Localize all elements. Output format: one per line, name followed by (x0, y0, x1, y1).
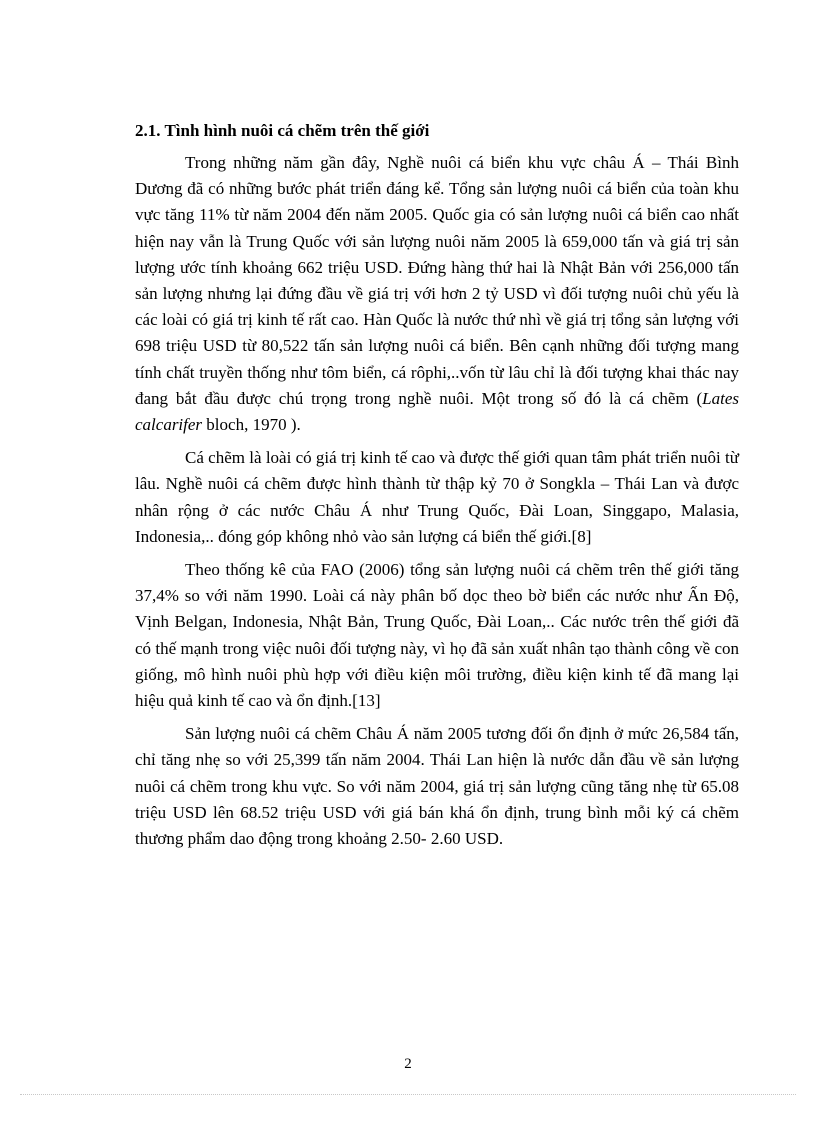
page-bottom-divider (20, 1094, 796, 1095)
paragraph-1 (135, 150, 739, 438)
paragraph-1-tail: bloch, 1970 ). (202, 415, 301, 435)
body-text (135, 150, 739, 859)
page-number: 2 (404, 1056, 412, 1072)
paragraph-4: Sản lượng nuôi cá chẽm Châu Á năm 2005 tương đối ổn định ở mức 26,584 tấn, chỉ tăng nhẹ so với 25,399 tấn năm 2004. Thái Lan hiện là nước dẫn đầu về sản lượng nuôi cá chẽm trong khu vực. So với năm 2004, giá trị sản lượng cũng tăng nhẹ từ 65.08 triệu USD lên 68.52 triệu USD với giá bán khá ổn định, trung bình mỗi ký cá chẽm thương phẩm dao động trong khoảng 2.50- 2.60 USD. (135, 724, 739, 849)
species-name: Lates calcarifer (135, 388, 739, 435)
paragraph-3: Theo thống kê của FAO (2006) tổng sản lượng nuôi cá chẽm trên thế giới tăng 37,4% so với năm 1990. Loài cá này phân bố dọc theo bờ biển các nước như Ấn Độ, Vịnh Belgan, Indonesia, Nhật Bản, Trung Quốc, Đài Loan,.. Các nước trên thế giới đã có thế mạnh trong việc nuôi đối tượng này, vì họ đã sản xuất nhân tạo thành công về con giống, mô hình nuôi phù hợp với điều kiện môi trường, điều kiện kinh tế đã mang lại hiệu quả kinh tế cao và ổn định.[13] (135, 560, 739, 711)
paragraph-2: Cá chẽm là loài có giá trị kinh tế cao và được thế giới quan tâm phát triển nuôi từ lâu. Nghề nuôi cá chẽm được hình thành từ thập kỷ 70 ở Songkla – Thái Lan và được nhân rộng ở các nước Châu Á như Trung Quốc, Đài Loan, Singgapo, Malasia, Indonesia,.. đóng góp không nhỏ vào sản lượng cá biển thế giới.[8] (135, 448, 739, 546)
section-heading: 2.1. Tình hình nuôi cá chẽm trên thế giới (135, 121, 430, 140)
paragraph-1-text: Trong những năm gần đây, Nghề nuôi cá biển khu vực châu Á – Thái Bình Dương đã có những bước phát triển đáng kể. Tổng sản lượng nuôi cá biển của toàn khu vực tăng 11% từ năm 2004 đến năm 2005. Quốc gia có sản lượng nuôi cá biển cao nhất hiện nay vẫn là Trung Quốc với sản lượng nuôi năm 2005 là 659,000 tấn và giá trị sản lượng ước tính khoảng 662 triệu USD. Đứng hàng thứ hai là Nhật Bản với 256,000 tấn sản lượng nhưng lại đứng đầu về giá trị với hơn 2 tỷ USD vì đối tượng nuôi chủ yếu là các loài có giá trị kinh tế rất cao. Hàn Quốc là nước thứ nhì về giá trị tổng sản lượng với 698 triệu USD từ 80,522 tấn sản lượng nuôi cá biển. Bên cạnh những đối tượng mang tính chất truyền thống như tôm biển, cá rôphi,..vốn từ lâu chỉ là đối tượng khai thác nay đang bắt đầu được chú trọng trong nghề nuôi. Một trong số đó là cá chẽm ( (135, 153, 739, 408)
